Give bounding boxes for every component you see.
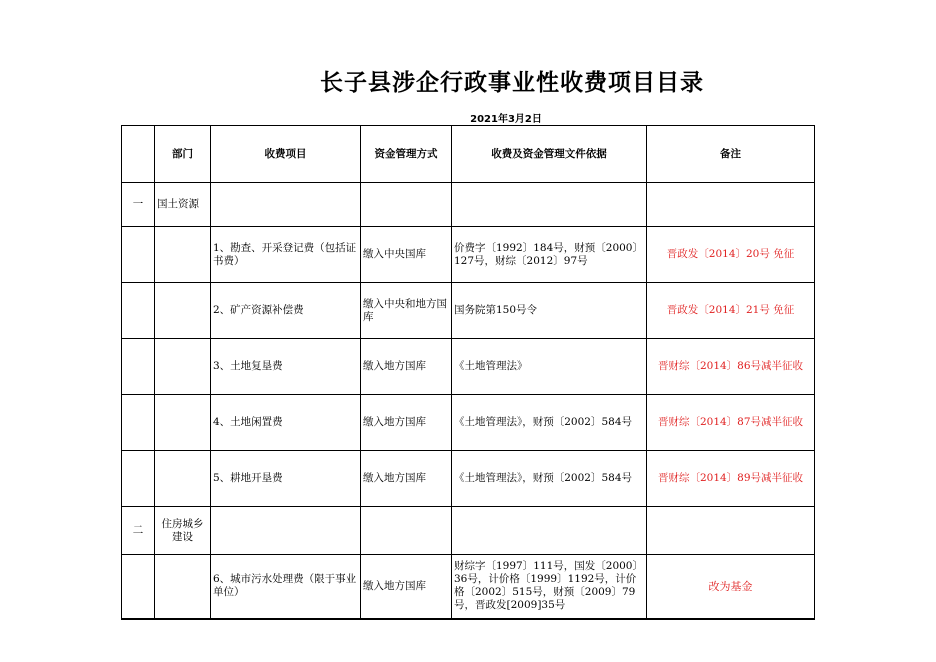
row-department <box>155 227 211 283</box>
row-remark: 晋财综〔2014〕89号减半征收 <box>647 451 815 507</box>
header-fee-item: 收费项目 <box>211 126 361 183</box>
row-fund-management: 缴入地方国库 <box>361 339 452 395</box>
row-fee-item <box>211 183 361 227</box>
row-fee-item: 4、土地闲置费 <box>211 395 361 451</box>
table-row <box>122 227 815 283</box>
page-title: 长子县涉企行政事业性收费项目目录 <box>320 70 704 96</box>
table-row <box>122 507 815 555</box>
fee-catalog-table <box>121 125 815 620</box>
row-fund-management <box>361 183 452 227</box>
row-basis <box>452 507 647 555</box>
row-remark: 晋政发〔2014〕21号 免征 <box>647 283 815 339</box>
row-basis: 财综字〔1997〕111号，国发〔2000〕36号，计价格〔1999〕1192号，计价格〔2002〕515号，财预〔2009〕79号，晋政发[2009]35号 <box>452 555 647 619</box>
row-remark: 晋财综〔2014〕87号减半征收 <box>647 395 815 451</box>
row-basis: 《土地管理法》，财预〔2002〕584号 <box>452 451 647 507</box>
row-remark: 晋政发〔2014〕20号 免征 <box>647 227 815 283</box>
row-fund-management <box>361 507 452 555</box>
row-fee-item: 2、矿产资源补偿费 <box>211 283 361 339</box>
row-department: 住房城乡建设 <box>155 507 211 555</box>
row-index <box>122 555 155 619</box>
header-department: 部门 <box>155 126 211 183</box>
row-remark: 晋财综〔2014〕86号减半征收 <box>647 339 815 395</box>
row-remark <box>647 183 815 227</box>
row-basis <box>452 183 647 227</box>
row-fund-management: 缴入中央国库 <box>361 227 452 283</box>
header-basis-documents: 收费及资金管理文件依据 <box>452 126 647 183</box>
row-department <box>155 339 211 395</box>
row-index <box>122 395 155 451</box>
row-department <box>155 395 211 451</box>
row-fund-management: 缴入地方国库 <box>361 395 452 451</box>
row-basis: 《土地管理法》 <box>452 339 647 395</box>
table-row <box>122 451 815 507</box>
table-row <box>122 183 815 227</box>
row-index <box>122 339 155 395</box>
row-fund-management: 缴入中央和地方国库 <box>361 283 452 339</box>
row-department <box>155 451 211 507</box>
row-department <box>155 283 211 339</box>
row-index: 二 <box>122 507 155 555</box>
row-fee-item: 1、勘查、开采登记费（包括证书费） <box>211 227 361 283</box>
row-remark: 改为基金 <box>647 555 815 619</box>
row-fee-item <box>211 507 361 555</box>
row-basis: 价费字〔1992〕184号，财预〔2000〕127号，财综〔2012〕97号 <box>452 227 647 283</box>
table-row <box>122 283 815 339</box>
table-row <box>122 395 815 451</box>
row-fee-item: 6、城市污水处理费（限于事业单位） <box>211 555 361 619</box>
header-index <box>122 126 155 183</box>
row-index <box>122 227 155 283</box>
row-index: 一 <box>122 183 155 227</box>
row-fund-management: 缴入地方国库 <box>361 555 452 619</box>
header-remarks: 备注 <box>647 126 815 183</box>
row-index <box>122 451 155 507</box>
row-fee-item: 5、耕地开垦费 <box>211 451 361 507</box>
table-header-row <box>122 126 815 183</box>
row-basis: 《土地管理法》，财预〔2002〕584号 <box>452 395 647 451</box>
document-date: 2021年3月2日 <box>470 114 542 125</box>
table-row <box>122 555 815 619</box>
header-fund-management: 资金管理方式 <box>361 126 452 183</box>
row-fund-management: 缴入地方国库 <box>361 451 452 507</box>
table-row <box>122 339 815 395</box>
row-department: 国土资源 <box>155 183 211 227</box>
row-remark <box>647 507 815 555</box>
row-index <box>122 283 155 339</box>
row-basis: 国务院第150号令 <box>452 283 647 339</box>
row-department <box>155 555 211 619</box>
row-fee-item: 3、土地复垦费 <box>211 339 361 395</box>
